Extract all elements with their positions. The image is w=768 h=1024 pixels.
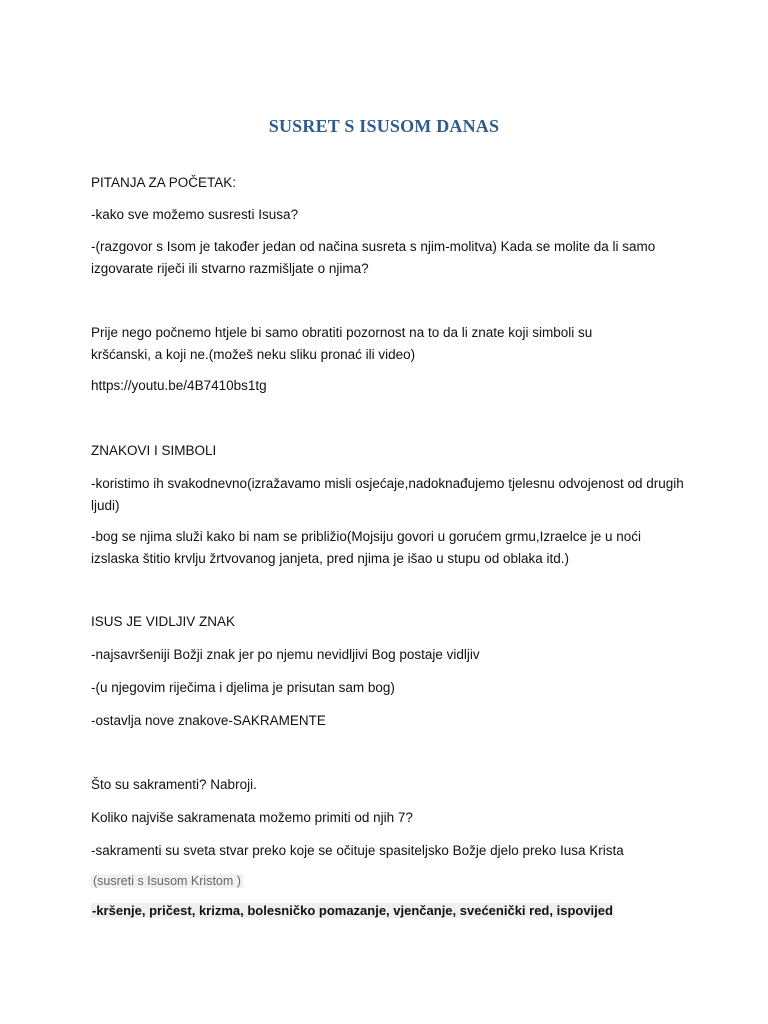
paragraph: -sakramenti su sveta stvar preko koje se očituje spasiteljsko Božje djelo preko Iusa Krista bbox=[91, 843, 624, 858]
paragraph: -kako sve možemo susresti Isusa? bbox=[91, 207, 299, 222]
paragraph-sacrament-list bbox=[91, 900, 711, 922]
paragraph: -koristimo ih svakodnevno(izražavamo misli osjećaje,nadoknađujemo tjelesnu odvojenost od drugih ljudi) bbox=[91, 476, 684, 513]
paragraph: Koliko najviše sakramenata možemo primiti od njih 7? bbox=[91, 810, 413, 825]
paragraph: -ostavlja nove znakove-SAKRAMENTE bbox=[91, 713, 326, 728]
gray-note-text: (susreti s Isusom Kristom ) bbox=[93, 874, 241, 888]
paragraph: -bog se njima služi kako bi nam se približio(Mojsiju govori u gorućem grmu,Izraelce je u noći izslaska štitio krvlju žrtvovanog janjeta, pred njima je išao u stupu od oblaka itd.) bbox=[91, 529, 641, 566]
paragraph-question-sacraments: Što su sakramenti? Nabroji. bbox=[91, 777, 257, 792]
paragraph-heading-jesus: ISUS JE VIDLJIV ZNAK bbox=[91, 614, 236, 629]
paragraph-heading-symbols: ZNAKOVI I SIMBOLI bbox=[91, 443, 217, 458]
highlighted-sacrament-list: -kršenje, pričest, krizma, bolesničko pomazanje, vjenčanje, svećenički red, ispovijed bbox=[92, 903, 613, 918]
paragraph: -(razgovor s Isom je također jedan od načina susreta s njim-molitva) Kada se molite da li samo izgovarate riječi ili stvarno razmišljate o njima? bbox=[91, 239, 656, 276]
document-title: SUSRET S ISUSOM DANAS bbox=[268, 116, 500, 136]
video-link[interactable]: https://youtu.be/4B7410bs1tg bbox=[91, 378, 267, 393]
paragraph-heading-questions: PITANJA ZA POČETAK: bbox=[91, 175, 237, 190]
paragraph-note bbox=[91, 870, 691, 892]
paragraph: -najsavršeniji Božji znak jer po njemu nevidljivi Bog postaje vidljiv bbox=[91, 647, 480, 662]
paragraph: Prije nego počnemo htjele bi samo obratiti pozornost na to da li znate koji simboli su kršćanski, a koji ne.(možeš neku sliku pronać ili video) bbox=[91, 325, 593, 362]
paragraph: -(u njegovim riječima i djelima je prisutan sam bog) bbox=[91, 680, 395, 695]
